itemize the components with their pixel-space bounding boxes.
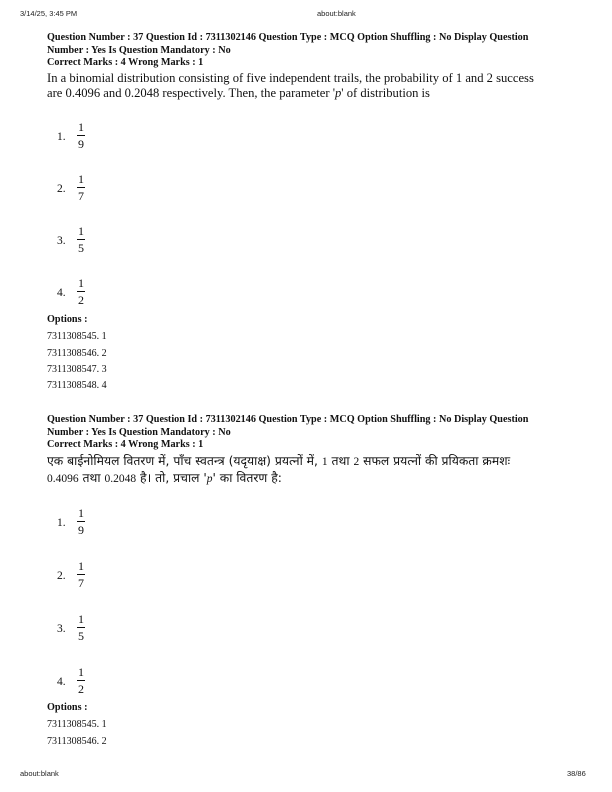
- option-ids-hindi: [47, 702, 577, 752]
- question-text: In a binomial distribution consisting of five independent trails, the probability of 1 and 2 success are 0.4096 and 0.2048 respectively. Then, the parameter 'p' of distribution is: [47, 70, 534, 100]
- question-meta: Question Number : 37 Question Id : 7311302146 Question Type : MCQ Option Shuffling : No Display Question Number : Yes Is Question Mandatory : No Correct Marks : 4 Wrong Marks : 1: [47, 32, 577, 70]
- marks-line: Correct Marks : 4 Wrong Marks : 1: [47, 439, 204, 451]
- option-ids-english: [47, 314, 577, 394]
- fraction: 1 9: [78, 120, 84, 151]
- options-english: [47, 121, 577, 321]
- option-id: 7311308548. 4: [47, 380, 107, 391]
- options-hindi: [47, 507, 577, 707]
- fraction: 1 7: [78, 172, 84, 203]
- option-4[interactable]: 4. 1 2: [57, 666, 137, 700]
- option-id: 7311308545. 1: [47, 719, 107, 730]
- fraction: 1 5: [78, 224, 84, 255]
- fraction: 1 9: [78, 506, 84, 537]
- option-id: 7311308547. 3: [47, 364, 107, 375]
- option-3[interactable]: 3. 1 5: [57, 225, 137, 259]
- option-id: 7311308546. 2: [47, 736, 107, 747]
- options-label: Options :: [47, 702, 88, 713]
- option-2[interactable]: 2. 1 7: [57, 560, 137, 594]
- marks-line: Correct Marks : 4 Wrong Marks : 1: [47, 57, 204, 69]
- question-block-hindi: [47, 414, 577, 487]
- question-meta: Question Number : 37 Question Id : 7311302146 Question Type : MCQ Option Shuffling : No Display Question Number : Yes Is Question Mandatory : No Correct Marks : 4 Wrong Marks : 1: [47, 414, 577, 452]
- option-3[interactable]: 3. 1 5: [57, 613, 137, 647]
- print-page-number: 38/86: [567, 769, 586, 778]
- fraction: 1 2: [78, 276, 84, 307]
- option-2[interactable]: 2. 1 7: [57, 173, 137, 207]
- option-4[interactable]: 4. 1 2: [57, 277, 137, 311]
- option-id: 7311308546. 2: [47, 348, 107, 359]
- print-page-title: about:blank: [317, 9, 356, 18]
- option-1[interactable]: 1. 1 9: [57, 121, 137, 155]
- fraction: 1 2: [78, 665, 84, 696]
- print-datetime: 3/14/25, 3:45 PM: [20, 9, 78, 18]
- options-label: Options :: [47, 314, 88, 325]
- option-id: 7311308545. 1: [47, 331, 107, 342]
- fraction: 1 5: [78, 612, 84, 643]
- fraction: 1 7: [78, 559, 84, 590]
- question-block-english: [47, 32, 577, 101]
- question-text: एक बाईनोमियल वितरण में, पाँच स्वतन्त्र (यदृयाक्ष) प्रयत्नों में, 1 तथा 2 सफल प्रयत्नों की प्रयिकता क्रमशः 0.4096 तथा 0.2048 है। तो, प्रचाल 'p' का वितरण है:: [47, 453, 511, 485]
- option-1[interactable]: 1. 1 9: [57, 507, 137, 541]
- print-footer-url: about:blank: [20, 769, 59, 778]
